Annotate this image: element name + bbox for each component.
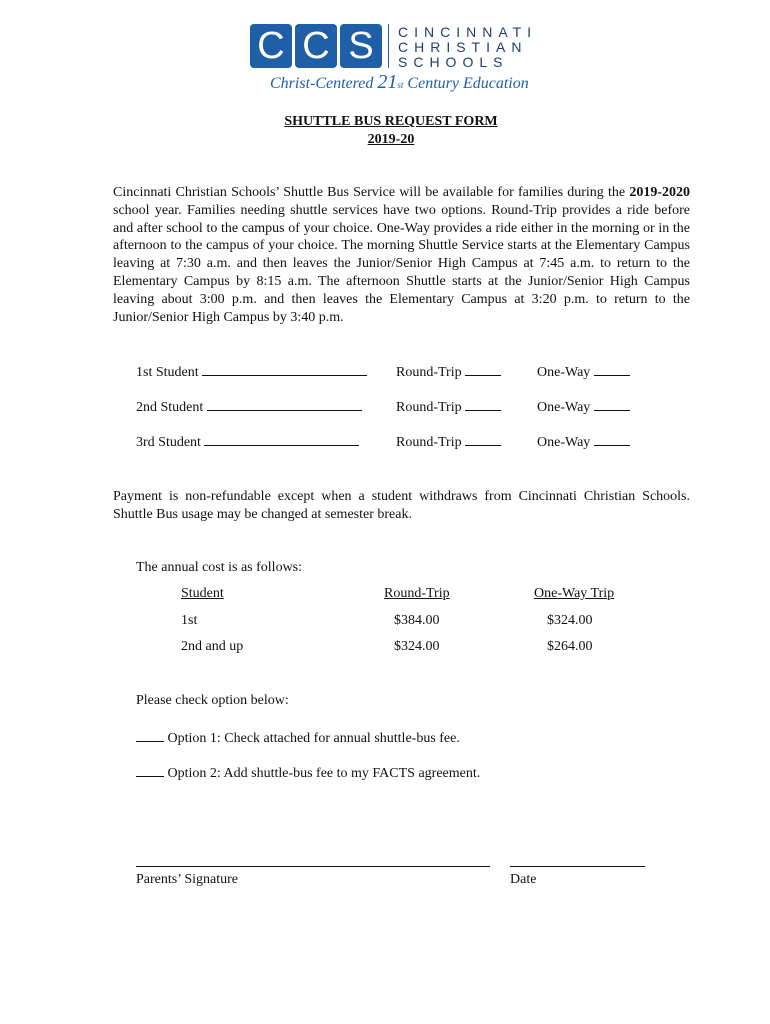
cost-cell: 2nd and up <box>181 639 244 654</box>
round-trip-blank[interactable] <box>465 398 501 411</box>
round-trip-choice: Round-Trip <box>396 433 501 451</box>
round-trip-blank[interactable] <box>465 433 501 446</box>
option-1: Option 1: Check attached for annual shuttle-bus fee. <box>136 729 460 747</box>
option-2-checkbox[interactable] <box>136 764 164 777</box>
form-title: SHUTTLE BUS REQUEST FORM <box>284 114 498 129</box>
option-1-checkbox[interactable] <box>136 729 164 742</box>
one-way-blank[interactable] <box>594 433 630 446</box>
cost-intro: The annual cost is as follows: <box>136 560 303 575</box>
student-row: 2nd Student <box>136 398 362 416</box>
date-line[interactable] <box>510 866 645 867</box>
cost-cell: $324.00 <box>394 639 440 654</box>
cost-cell: $324.00 <box>547 613 593 628</box>
round-trip-blank[interactable] <box>465 363 501 376</box>
student-name-field[interactable] <box>207 398 362 411</box>
student-name-field[interactable] <box>202 363 367 376</box>
payment-note: Payment is non-refundable except when a student withdraws from Cincinnati Christian Schools. Shuttle Bus usage may be changed at semester break. <box>113 489 690 522</box>
logo-name-line: CHRISTIAN <box>398 39 528 55</box>
one-way-choice: One-Way <box>537 433 630 451</box>
one-way-choice: One-Way <box>537 398 630 416</box>
option-2: Option 2: Add shuttle-bus fee to my FACTS agreement. <box>136 764 480 782</box>
student-row: 1st Student <box>136 363 367 381</box>
logo-letter: C <box>250 24 292 68</box>
logo-divider <box>388 24 389 68</box>
logo-tagline: Christ-Centered 21st Century Education <box>270 71 529 93</box>
one-way-choice: One-Way <box>537 363 630 381</box>
form-year: 2019-20 <box>367 132 415 147</box>
logo-letter: S <box>340 24 382 68</box>
round-trip-choice: Round-Trip <box>396 363 501 381</box>
cost-cell: 1st <box>181 613 198 628</box>
round-trip-choice: Round-Trip <box>396 398 501 416</box>
parents-signature-line[interactable] <box>136 866 490 867</box>
student-name-field[interactable] <box>204 433 359 446</box>
one-way-blank[interactable] <box>594 363 630 376</box>
cost-header-round-trip: Round-Trip <box>384 586 450 601</box>
options-intro: Please check option below: <box>136 693 289 708</box>
student-row: 3rd Student <box>136 433 359 451</box>
cost-cell: $384.00 <box>394 613 440 628</box>
cost-header-one-way: One-Way Trip <box>534 586 615 601</box>
cost-header-student: Student <box>181 586 224 601</box>
parents-signature-label: Parents’ Signature <box>136 872 238 887</box>
date-label: Date <box>510 872 537 887</box>
intro-paragraph: Cincinnati Christian Schools’ Shuttle Bus Service will be available for families during the 2019-2020 school year. Families needing shuttle services have two options. Round-Trip provides a ride before and after school to the campus of your choice. One-Way provides a ride either in the morning or in the afternoon to the campus of your choice. The morning Shuttle Service starts at the Elementary Campus leaving at 7:30 a.m. and then leaves the Junior/Senior High Campus at 7:45 a.m. to return to the Elementary Campus by 8:15 a.m. The afternoon Shuttle starts at the Junior/Senior High Campus leaving about 3:00 p.m. and then leaves the Elementary Campus at 3:20 p.m. to return to the Junior/Senior High Campus by 3:40 p.m. <box>113 185 691 325</box>
cost-cell: $264.00 <box>547 639 593 654</box>
logo-letter: C <box>295 24 337 68</box>
logo-name-line: CINCINNATI <box>398 24 538 40</box>
logo-name-line: SCHOOLS <box>398 54 509 70</box>
one-way-blank[interactable] <box>594 398 630 411</box>
